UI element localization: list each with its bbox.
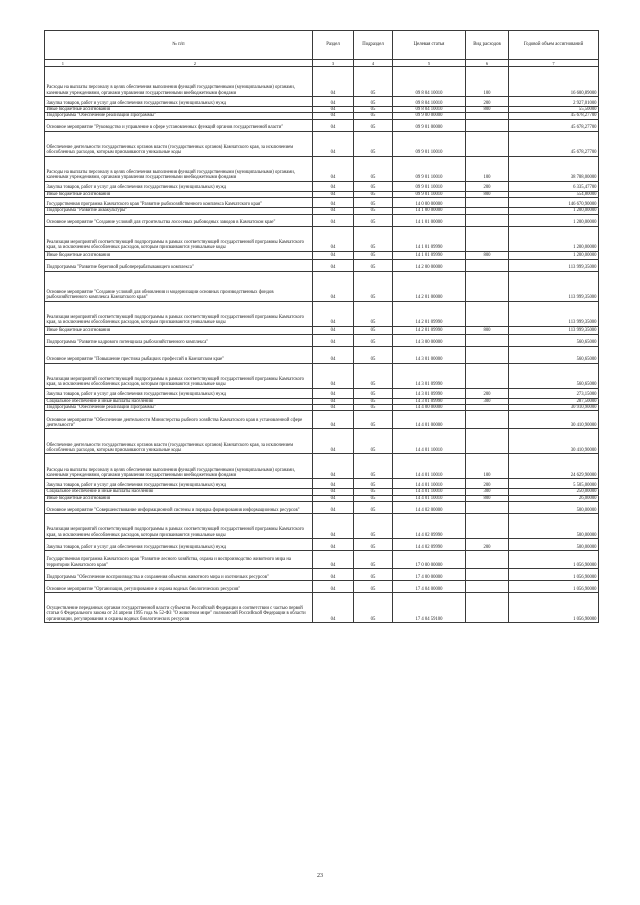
row-podrazdel: 05: [354, 479, 393, 489]
budget-document: [44, 30, 598, 623]
row-razdel: 04: [313, 326, 354, 334]
row-target-article: 14 4 01 10010: [393, 489, 466, 495]
table-row: [45, 429, 599, 454]
row-expense-type: 200: [466, 539, 509, 551]
row-name: Реализация мероприятий соответствующей подпрограммы в рамках соответствующей государственной программы Камчатского края, за исключением обособленных расходов, которым присваиваются уникальные коды: [45, 363, 313, 388]
row-razdel: 04: [313, 479, 354, 489]
column-number-3: 3: [313, 60, 354, 67]
row-amount: 500,00000: [509, 514, 599, 539]
table-row: [45, 198, 599, 208]
row-target-article: 14 4 01 00000: [393, 411, 466, 429]
table-row: [45, 226, 599, 251]
row-razdel: 04: [313, 67, 354, 97]
row-name: Подпрограмма "Развитие береговой рыбоперерабатывающего комплекса": [45, 259, 313, 271]
row-podrazdel: 05: [354, 326, 393, 334]
row-amount: 55,50000: [509, 107, 599, 113]
row-expense-type: [466, 569, 509, 581]
row-name: Подпрограмма "Обеспечение воспроизводства и сохранения объектов животного мира и охотничьих ресурсов": [45, 569, 313, 581]
row-name: Подпрограмма "Обеспечение реализации Программы": [45, 405, 313, 411]
row-expense-type: [466, 131, 509, 156]
row-target-article: 09 8 04 10010: [393, 107, 466, 113]
row-razdel: 04: [313, 226, 354, 251]
row-amount: 500,00000: [509, 539, 599, 551]
table-row: [45, 479, 599, 489]
column-number-row: [45, 60, 599, 67]
row-razdel: 04: [313, 581, 354, 593]
row-name: Основное мероприятие "Организация, регулирование и охрана водных биологических ресурсов": [45, 581, 313, 593]
row-amount: 1 056,90000: [509, 551, 599, 569]
row-amount: 1 200,00000: [509, 214, 599, 226]
row-razdel: 04: [313, 113, 354, 119]
row-name: Реализация мероприятий соответствующей подпрограммы в рамках соответствующей государственной программы Камчатского края, за исключением обособленных расходов, которым присваиваются уникальные коды: [45, 301, 313, 326]
row-target-article: 14 2 01 09990: [393, 301, 466, 326]
row-target-article: 09 9 01 10010: [393, 156, 466, 181]
row-amount: 250,00000: [509, 489, 599, 495]
row-name: Обеспечение деятельности государственных органов власти (государственных органов) Камчатского края, за исключением обособленных расходов, которым присваиваются уникальные коды: [45, 131, 313, 156]
row-podrazdel: 05: [354, 363, 393, 388]
column-number-4: 4: [354, 60, 393, 67]
row-amount: 16 600,89000: [509, 67, 599, 97]
row-razdel: 04: [313, 181, 354, 191]
row-expense-type: [466, 429, 509, 454]
row-name: Подпрограмма "Развитие кадрового потенциала рыбохозяйственного комплекса": [45, 334, 313, 346]
table-row: [45, 156, 599, 181]
row-expense-type: 100: [466, 156, 509, 181]
row-expense-type: 800: [466, 191, 509, 197]
row-podrazdel: 05: [354, 181, 393, 191]
row-expense-type: [466, 271, 509, 301]
row-amount: 1 056,90000: [509, 593, 599, 623]
row-expense-type: 800: [466, 251, 509, 259]
row-amount: 1 200,00000: [509, 208, 599, 214]
table-row: [45, 454, 599, 479]
row-name: Обеспечение деятельности государственных органов власти (государственных органов) Камчатского края, за исключением обособленных расходов, которым присваиваются уникальные коды: [45, 429, 313, 454]
row-expense-type: [466, 334, 509, 346]
row-target-article: 09 9 01 10010: [393, 191, 466, 197]
row-target-article: 17 0 00 00000: [393, 551, 466, 569]
row-razdel: 04: [313, 539, 354, 551]
table-row: [45, 271, 599, 301]
row-name: Социальное обеспечение и иные выплаты населению: [45, 398, 313, 404]
row-expense-type: 100: [466, 454, 509, 479]
row-razdel: 04: [313, 514, 354, 539]
table-row: [45, 334, 599, 346]
row-razdel: 04: [313, 405, 354, 411]
row-podrazdel: 05: [354, 495, 393, 501]
row-razdel: 04: [313, 454, 354, 479]
row-amount: 287,50000: [509, 398, 599, 404]
row-expense-type: [466, 226, 509, 251]
row-amount: 113 999,35000: [509, 259, 599, 271]
row-target-article: 17 4 04 59100: [393, 593, 466, 623]
table-row: [45, 301, 599, 326]
row-expense-type: [466, 198, 509, 208]
table-row: [45, 259, 599, 271]
table-row: [45, 363, 599, 388]
row-podrazdel: 05: [354, 334, 393, 346]
row-name: Социальное обеспечение и иные выплаты населению: [45, 489, 313, 495]
row-razdel: 04: [313, 301, 354, 326]
row-amount: 5 505,00000: [509, 479, 599, 489]
table-row: [45, 119, 599, 131]
column-number-6: 6: [466, 60, 509, 67]
table-row: [45, 514, 599, 539]
row-amount: 560,65000: [509, 363, 599, 388]
row-expense-type: 200: [466, 97, 509, 107]
row-name: Реализация мероприятий соответствующей подпрограммы в рамках соответствующей государственной программы Камчатского края, за исключением обособленных расходов, которым присваиваются уникальные коды: [45, 514, 313, 539]
row-amount: 113 999,35000: [509, 271, 599, 301]
column-number-5: 5: [393, 60, 466, 67]
row-razdel: 04: [313, 214, 354, 226]
row-target-article: 14 4 00 00000: [393, 405, 466, 411]
row-podrazdel: 05: [354, 191, 393, 197]
row-expense-type: [466, 119, 509, 131]
table-row: [45, 251, 599, 259]
table-row: [45, 131, 599, 156]
row-podrazdel: 05: [354, 411, 393, 429]
row-expense-type: [466, 214, 509, 226]
column-number: [45, 60, 313, 67]
row-target-article: 14 3 01 09990: [393, 363, 466, 388]
row-expense-type: 300: [466, 489, 509, 495]
row-razdel: 04: [313, 119, 354, 131]
row-target-article: 14 4 01 10010: [393, 429, 466, 454]
row-razdel: 04: [313, 411, 354, 429]
row-expense-type: 200: [466, 181, 509, 191]
row-podrazdel: 05: [354, 67, 393, 97]
table-row: [45, 411, 599, 429]
row-razdel: 04: [313, 198, 354, 208]
header-razdel: Раздел: [313, 31, 354, 60]
row-name: Иные бюджетные ассигнования: [45, 107, 313, 113]
table-row: [45, 346, 599, 363]
row-target-article: 14 0 00 00000: [393, 198, 466, 208]
table-row: [45, 539, 599, 551]
row-podrazdel: 05: [354, 259, 393, 271]
row-target-article: 14 4 01 10010: [393, 495, 466, 501]
row-amount: 113 999,35000: [509, 326, 599, 334]
row-target-article: 09 8 04 10010: [393, 97, 466, 107]
row-name: Реализация мероприятий соответствующей подпрограммы в рамках соответствующей государственной программы Камчатского края, за исключением обособленных расходов, которым присваиваются уникальные коды: [45, 226, 313, 251]
row-podrazdel: 05: [354, 119, 393, 131]
table-row: [45, 551, 599, 569]
row-name: Подпрограмма "Развитие аквакультуры": [45, 208, 313, 214]
row-expense-type: [466, 363, 509, 388]
row-name: Закупка товаров, работ и услуг для обеспечения государственных (муниципальных) нужд: [45, 388, 313, 398]
row-podrazdel: 05: [354, 388, 393, 398]
row-amount: 30 910,90000: [509, 405, 599, 411]
header-podrazdel: Подраздел: [354, 31, 393, 60]
row-amount: 30 410,90000: [509, 411, 599, 429]
column-number-7: 7: [509, 60, 599, 67]
row-expense-type: 200: [466, 479, 509, 489]
row-target-article: 17 4 00 00000: [393, 569, 466, 581]
row-name: Расходы на выплаты персоналу в целях обеспечения выполнения функций государственными (муниципальными) органами, казенными учреждениями, органами управления государственными внебюджетными фондами: [45, 454, 313, 479]
row-amount: 113 999,35000: [509, 301, 599, 326]
row-amount: 24 629,90000: [509, 454, 599, 479]
row-target-article: 14 2 00 00000: [393, 259, 466, 271]
row-name: Закупка товаров, работ и услуг для обеспечения государственных (муниципальных) нужд: [45, 97, 313, 107]
row-razdel: 04: [313, 502, 354, 514]
row-target-article: 14 1 01 09990: [393, 251, 466, 259]
row-razdel: 04: [313, 495, 354, 501]
row-podrazdel: 05: [354, 156, 393, 181]
row-target-article: 14 1 00 00000: [393, 208, 466, 214]
row-name: Иные бюджетные ассигнования: [45, 326, 313, 334]
row-expense-type: [466, 502, 509, 514]
row-expense-type: [466, 514, 509, 539]
row-name: Основное мероприятие "Обеспечение деятельности Министерства рыбного хозяйства Камчатского края в установленной сфере деятельности": [45, 411, 313, 429]
row-name: Закупка товаров, работ и услуг для обеспечения государственных (муниципальных) нужд: [45, 479, 313, 489]
row-expense-type: [466, 593, 509, 623]
row-razdel: 04: [313, 429, 354, 454]
row-target-article: 09 9 01 10010: [393, 181, 466, 191]
row-amount: 560,65000: [509, 334, 599, 346]
row-podrazdel: 05: [354, 398, 393, 404]
row-expense-type: [466, 346, 509, 363]
header-expense-type: Вид расходов: [466, 31, 509, 60]
row-name: Иные бюджетные ассигнования: [45, 191, 313, 197]
row-expense-type: [466, 259, 509, 271]
row-target-article: 14 4 01 10010: [393, 479, 466, 489]
row-name: Подпрограмма "Обеспечение реализации Программы": [45, 113, 313, 119]
row-target-article: 14 2 01 00000: [393, 271, 466, 301]
row-razdel: 04: [313, 156, 354, 181]
row-podrazdel: 05: [354, 539, 393, 551]
row-expense-type: [466, 551, 509, 569]
table-body: [45, 67, 599, 623]
row-razdel: 04: [313, 97, 354, 107]
row-name: Основное мероприятие "Создание условий для обновления и модернизации основных производственных фондов рыбохозяйственного комплекса Камчатского края": [45, 271, 313, 301]
row-podrazdel: 05: [354, 271, 393, 301]
row-podrazdel: 05: [354, 405, 393, 411]
row-podrazdel: 05: [354, 581, 393, 593]
row-amount: 38 788,00000: [509, 156, 599, 181]
table-row: [45, 214, 599, 226]
row-target-article: 17 4 04 00000: [393, 581, 466, 593]
budget-table: [44, 30, 599, 623]
row-podrazdel: 05: [354, 569, 393, 581]
column-number-1: 1: [61, 60, 64, 66]
row-expense-type: 200: [466, 388, 509, 398]
row-amount: 26,00000: [509, 495, 599, 501]
row-razdel: 04: [313, 398, 354, 404]
row-podrazdel: 05: [354, 454, 393, 479]
row-razdel: 04: [313, 191, 354, 197]
column-number-2: 2: [193, 60, 196, 66]
row-expense-type: 800: [466, 107, 509, 113]
row-amount: 554,80000: [509, 191, 599, 197]
row-target-article: 09 9 00 00000: [393, 113, 466, 119]
row-podrazdel: 05: [354, 214, 393, 226]
row-podrazdel: 05: [354, 198, 393, 208]
table-row: [45, 388, 599, 398]
row-name: Расходы на выплаты персоналу в целях обеспечения выполнения функций государственными (муниципальными) органами, казенными учреждениями, органами управления государственными внебюджетными фондами: [45, 156, 313, 181]
table-row: [45, 593, 599, 623]
row-amount: 146 670,90000: [509, 198, 599, 208]
row-podrazdel: 05: [354, 131, 393, 156]
row-amount: 45 678,27700: [509, 131, 599, 156]
header-annual-amount: Годовой объем ассигнований: [509, 31, 599, 60]
row-razdel: 04: [313, 259, 354, 271]
row-razdel: 04: [313, 251, 354, 259]
row-target-article: 14 4 02 09990: [393, 539, 466, 551]
row-podrazdel: 05: [354, 301, 393, 326]
row-podrazdel: 05: [354, 346, 393, 363]
row-podrazdel: 05: [354, 226, 393, 251]
row-razdel: 04: [313, 388, 354, 398]
row-target-article: 14 3 01 09990: [393, 398, 466, 404]
row-podrazdel: 05: [354, 514, 393, 539]
row-name: Закупка товаров, работ и услуг для обеспечения государственных (муниципальных) нужд: [45, 539, 313, 551]
row-podrazdel: 05: [354, 489, 393, 495]
row-amount: 1 200,00000: [509, 251, 599, 259]
table-row: [45, 97, 599, 107]
row-name: Закупка товаров, работ и услуг для обеспечения государственных (муниципальных) нужд: [45, 181, 313, 191]
row-amount: 1 056,90000: [509, 569, 599, 581]
row-razdel: 04: [313, 131, 354, 156]
row-podrazdel: 05: [354, 502, 393, 514]
row-podrazdel: 05: [354, 113, 393, 119]
row-razdel: 04: [313, 489, 354, 495]
row-expense-type: 300: [466, 398, 509, 404]
row-amount: 45 678,27700: [509, 113, 599, 119]
row-razdel: 04: [313, 334, 354, 346]
row-name: Основное мероприятие "Совершенствование информационной системы и порядка формирования информационных ресурсов": [45, 502, 313, 514]
row-name: Государственная программа Камчатского края "Развитие рыбохозяйственного комплекса Камчатского края": [45, 198, 313, 208]
row-target-article: 14 4 01 10010: [393, 454, 466, 479]
row-razdel: 04: [313, 271, 354, 301]
table-row: [45, 569, 599, 581]
row-podrazdel: 05: [354, 107, 393, 113]
row-target-article: 14 3 01 00000: [393, 346, 466, 363]
row-name: Основное мероприятие "Повышение престижа рыбацких профессий в Камчатском крае": [45, 346, 313, 363]
row-razdel: 04: [313, 551, 354, 569]
row-name: Государственная программа Камчатского края "Развитие лесного хозяйства, охрана и воспроизводство животного мира на территории Камчатского края": [45, 551, 313, 569]
table-row: [45, 67, 599, 97]
row-name: Иные бюджетные ассигнования: [45, 495, 313, 501]
row-podrazdel: 05: [354, 551, 393, 569]
row-target-article: 14 1 01 00000: [393, 214, 466, 226]
row-razdel: 04: [313, 593, 354, 623]
row-target-article: 14 4 02 00000: [393, 502, 466, 514]
table-row: [45, 581, 599, 593]
row-amount: 2 927,01000: [509, 97, 599, 107]
row-podrazdel: 05: [354, 593, 393, 623]
row-target-article: 09 9 01 10010: [393, 131, 466, 156]
row-name: Основное мероприятие "Руководство и управление в сфере установленных функций органов государственной власти": [45, 119, 313, 131]
row-podrazdel: 05: [354, 97, 393, 107]
row-amount: 560,65000: [509, 346, 599, 363]
row-amount: 6 335,47700: [509, 181, 599, 191]
row-amount: 45 678,27700: [509, 119, 599, 131]
row-razdel: 04: [313, 346, 354, 363]
row-target-article: 14 3 01 09990: [393, 388, 466, 398]
row-expense-type: [466, 581, 509, 593]
row-name: Осуществление переданных органам государственной власти субъектов Российской Федерации в соответствии с частью первой статьи 6 Федерального закона от 24 апреля 1995 года № 52-ФЗ "О животном мире" полномочий Российской Федерации в области организации, регулирования и охраны водных биологических ресурсов: [45, 593, 313, 623]
row-target-article: 14 3 00 00000: [393, 334, 466, 346]
row-target-article: 09 9 01 00000: [393, 119, 466, 131]
row-target-article: 14 2 01 09990: [393, 326, 466, 334]
row-razdel: 04: [313, 569, 354, 581]
header-name: № п/п: [45, 31, 313, 60]
row-expense-type: [466, 301, 509, 326]
row-name: Расходы на выплаты персоналу в целях обеспечения выполнения функций государственными (муниципальными) органами, казенными учреждениями, органами управления государственными внебюджетными фондами: [45, 67, 313, 97]
row-expense-type: [466, 411, 509, 429]
header-target-article: Целевая статья: [393, 31, 466, 60]
row-expense-type: 800: [466, 495, 509, 501]
row-target-article: 09 8 04 10010: [393, 67, 466, 97]
row-amount: 500,00000: [509, 502, 599, 514]
row-amount: 273,15000: [509, 388, 599, 398]
header-row: [45, 31, 599, 60]
row-razdel: 04: [313, 208, 354, 214]
table-row: [45, 326, 599, 334]
row-amount: 1 056,90000: [509, 581, 599, 593]
row-razdel: 04: [313, 107, 354, 113]
row-name: Иные бюджетные ассигнования: [45, 251, 313, 259]
row-amount: 1 200,00000: [509, 226, 599, 251]
row-target-article: 14 4 02 09990: [393, 514, 466, 539]
row-expense-type: 100: [466, 67, 509, 97]
table-row: [45, 502, 599, 514]
table-row: [45, 181, 599, 191]
row-target-article: 14 1 01 09990: [393, 226, 466, 251]
row-podrazdel: 05: [354, 251, 393, 259]
row-razdel: 04: [313, 363, 354, 388]
row-name: Основное мероприятие "Создание условий для строительства лососевых рыбоводных заводов в Камчатском крае": [45, 214, 313, 226]
row-podrazdel: 05: [354, 429, 393, 454]
row-podrazdel: 05: [354, 208, 393, 214]
row-amount: 30 410,90000: [509, 429, 599, 454]
row-expense-type: 800: [466, 326, 509, 334]
page-number: 23: [317, 873, 323, 879]
